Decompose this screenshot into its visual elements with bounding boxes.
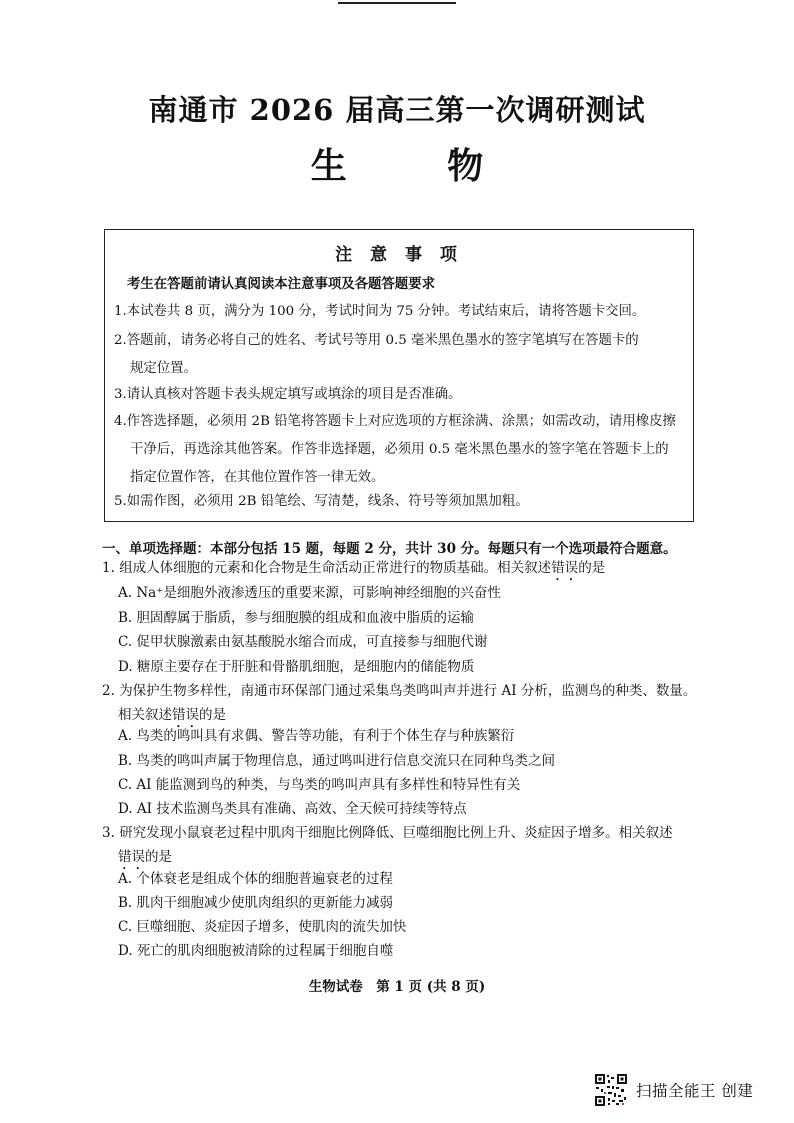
scanner-watermark [594, 1073, 753, 1107]
question-1-option-c: C. 促甲状腺激素由氨基酸脱水缩合而成，可直接参与细胞代谢 [118, 634, 488, 650]
qr-code-icon [594, 1073, 628, 1107]
notice-rule-3: 3.请认真核对答题卡表头规定填写或填涂的项目是否准确。 [114, 387, 462, 402]
subject-title: 生 物 [310, 145, 528, 187]
question-2-option-b: B. 鸟类的鸣叫声属于物理信息，通过鸣叫进行信息交流只在同种鸟类之间 [118, 753, 556, 769]
question-2-stem: 2. 为保护生物多样性，南通市环保部门通过采集鸟类鸣叫声并进行 AI 分析，监测鸟的种类、数量。 相关叙述错误的是 [102, 683, 697, 723]
question-1-stem: 1. 组成人体细胞的元素和化合物是生命活动正常进行的物质基础。相关叙述错误的是 [102, 560, 606, 576]
exam-title: 南通市 2026 届高三第一次调研测试 [148, 93, 646, 127]
emphasis-text: 错误 [118, 849, 145, 865]
notice-rule-1: 1.本试卷共 8 页，满分为 100 分，考试时间为 75 分钟。考试结束后，请将答题卡交回。 [114, 304, 646, 319]
page-footer: 生物试卷 第 1 页 (共 8 页) [308, 979, 486, 995]
question-3-option-a: A. 个体衰老是组成个体的细胞普遍衰老的过程 [118, 871, 393, 887]
emphasis-text: 错误 [172, 707, 199, 723]
question-1-option-d: D. 糖原主要存在于肝脏和骨骼肌细胞，是细胞内的储能物质 [118, 659, 475, 675]
question-2-option-d: D. AI 技术监测鸟类具有准确、高效、全天候可持续等特点 [118, 801, 467, 817]
question-3-option-d: D. 死亡的肌肉细胞被清除的过程属于细胞自噬 [118, 943, 394, 959]
notice-rule-5: 5.如需作图，必须用 2B 铅笔绘、写清楚，线条、符号等须加黑加粗。 [114, 494, 529, 509]
question-1-option-b: B. 胆固醇属于脂质，参与细胞膜的组成和血液中脂质的运输 [118, 610, 475, 626]
question-3-option-c: C. 巨噬细胞、炎症因子增多，使肌肉的流失加快 [118, 919, 407, 935]
notice-box [104, 229, 694, 522]
notice-subtitle: 考生在答题前请认真阅读本注意事项及各题答题要求 [127, 276, 435, 292]
scanner-label: 扫描全能王 创建 [636, 1082, 754, 1100]
question-1-option-a: A. Na⁺是细胞外液渗透压的重要来源，可影响神经细胞的兴奋性 [118, 585, 501, 601]
section-heading: 一、单项选择题：本部分包括 15 题，每题 2 分，共计 30 分。每题只有一个选项最符合题意。 [102, 541, 677, 557]
question-2-option-c: C. AI 能监测到鸟的种类，与鸟类的鸣叫声具有多样性和特异性有关 [118, 777, 521, 793]
notice-rule-4: 4.作答选择题，必须用 2B 铅笔将答题卡上对应选项的方框涂满、涂黑；如需改动，请用橡皮擦 干净后，再选涂其他答案。作答非选择题，必须用 0.5 毫米黑色墨水的签字笔在答题卡上的 指定位置作答，在其他位置作答一律无效。 [114, 414, 676, 485]
question-3-option-b: B. 肌肉干细胞减少使肌肉组织的更新能力减弱 [118, 895, 394, 911]
notice-title: 注 意 事 项 [335, 245, 463, 265]
question-2-option-a: A. 鸟类的鸣叫具有求偶、警告等功能，有利于个体生存与种族繁衍 [118, 728, 515, 744]
top-divider [338, 2, 456, 4]
notice-rule-2: 2.答题前，请务必将自己的姓名、考试号等用 0.5 毫米黑色墨水的签字笔填写在答题卡的 规定位置。 [114, 333, 639, 376]
question-3-stem: 3. 研究发现小鼠衰老过程中肌肉干细胞比例降低、巨噬细胞比例上升、炎症因子增多。相关叙述 错误的是 [102, 825, 673, 865]
emphasis-text: 错误 [551, 560, 579, 576]
